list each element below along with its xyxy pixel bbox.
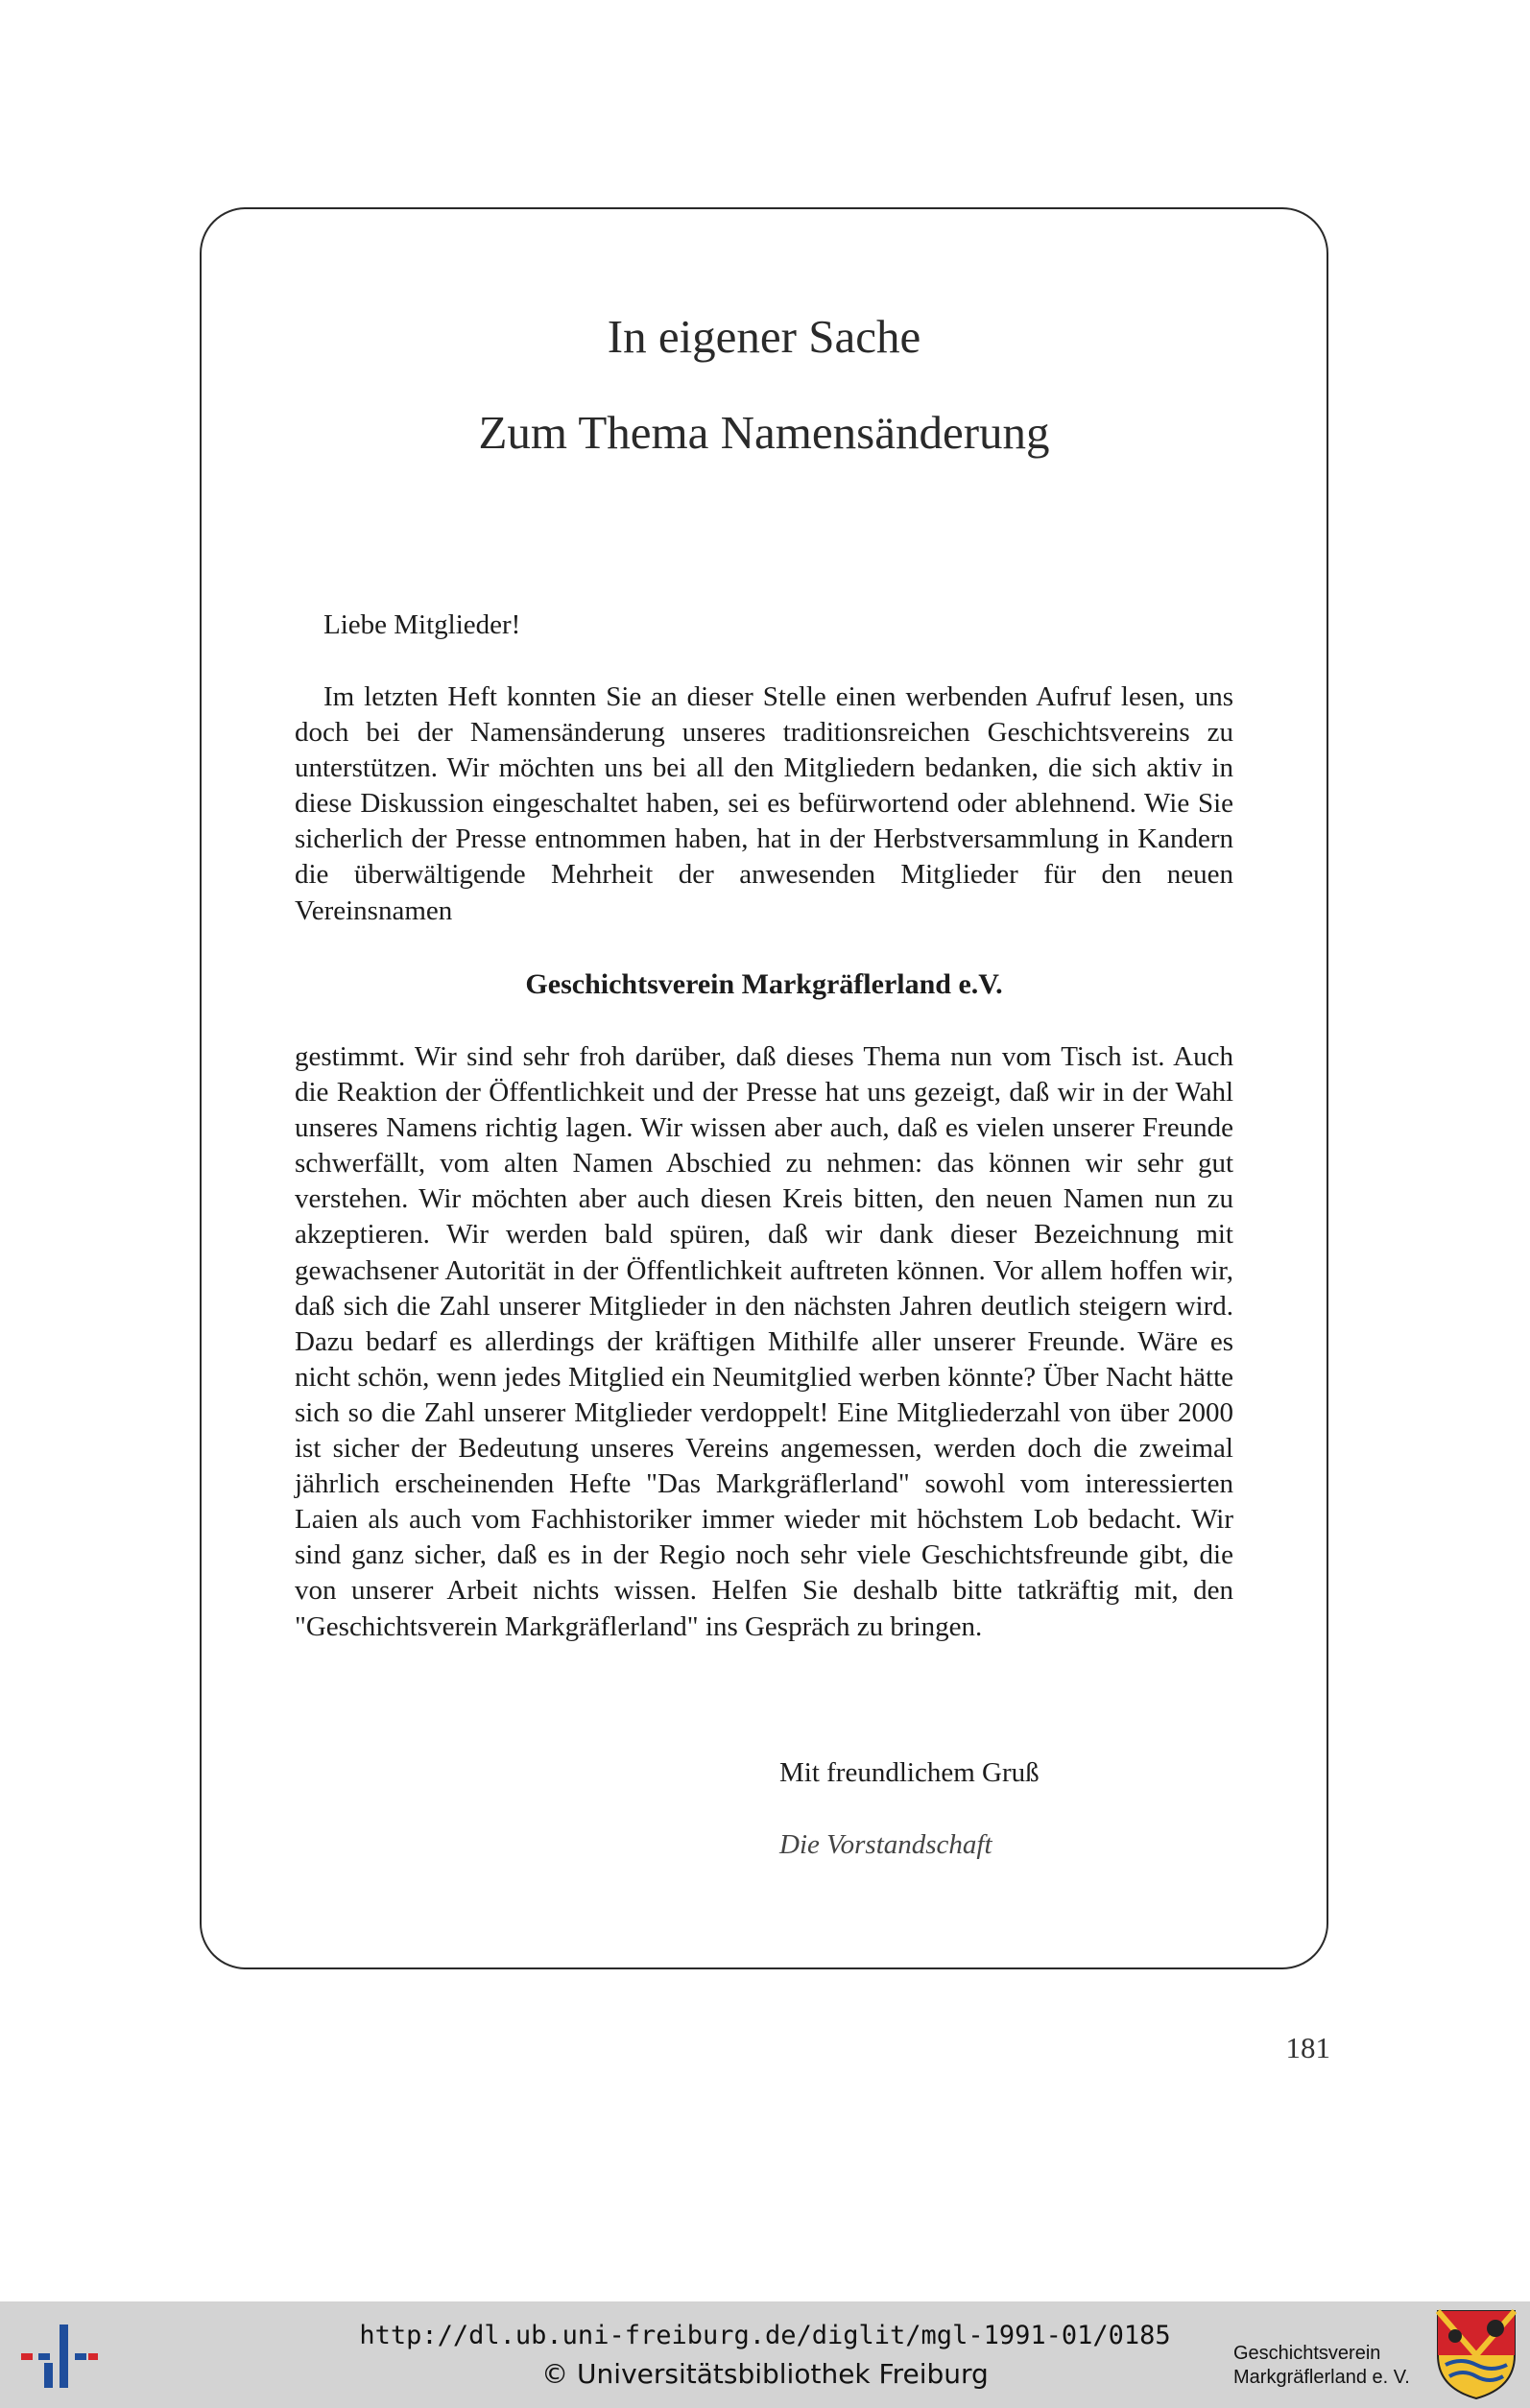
page-subtitle: Zum Thema Namensänderung xyxy=(478,406,1050,459)
page-number: 181 xyxy=(1285,2031,1330,2064)
org-name-line-2: Markgräflerland e. V. xyxy=(1233,2367,1410,2388)
closing-greeting: Mit freundlichem Gruß xyxy=(779,1757,1040,1788)
document-url-link[interactable]: http://dl.ub.uni-freiburg.de/diglit/mgl-1991-01/0185 xyxy=(359,2321,1171,2350)
coat-of-arms-icon xyxy=(1436,2309,1517,2400)
copyright-notice: © Universitätsbibliothek Freiburg xyxy=(541,2358,989,2390)
paragraph-1: Im letzten Heft konnten Sie an dieser Stelle einen werbenden Aufruf lesen, uns doch bei der Namensänderung unseres traditionsreichen Geschichtsvereins zu unterstützen. Wir möchten uns bei all den Mitgliedern bedanken, die sich aktiv in diese Diskussion eingeschaltet haben, sei es befürwortend oder ablehnend. Wie Sie sicherlich der Presse entnommen haben, hat in der Herbstversammlung in Kandern die überwältigende Mehrheit der anwesenden Mitglieder für den neuen Vereinsnamen xyxy=(295,681,1233,926)
page-title: In eigener Sache xyxy=(607,310,921,363)
org-name-line-1: Geschichtsverein xyxy=(1233,2343,1381,2364)
organization-name xyxy=(1233,2342,1410,2390)
signature: Die Vorstandschaft xyxy=(779,1829,992,1860)
paragraph-2: gestimmt. Wir sind sehr froh darüber, daß dieses Thema nun vom Tisch ist. Auch die Reaktion der Öffentlichkeit und der Presse hat uns gezeigt, daß wir in der Wahl unseres Namens richtig lagen. Wir wissen aber auch, daß es vielen unserer Freunde schwerfällt, vom alten Namen Abschied zu nehmen: das können wir sehr gut verstehen. Wir möchten aber auch diesen Kreis bitten, den neuen Namen nun zu akzeptieren. Wir werden bald spüren, daß wir dank dieser Bezeichnung mit gewachsener Autorität in der Öffentlichkeit auftreten können. Vor allem hoffen wir, daß sich die Zahl unserer Mitglieder in den nächsten Jahren deutlich steigern wird. Dazu bedarf es allerdings der kräftigen Mithilfe aller unserer Freunde. Wäre es nicht schön, wenn jedes Mitglied ein Neumitglied werben könnte? Über Nacht hätte sich so die Zahl unserer Mitglieder verdoppelt! Eine Mitgliederzahl von über 2000 ist sicher der Bedeutung unseres Vereins angemessen, werden doch die zweimal jährlich erscheinenden Hefte "Das Markgräflerland" sowohl vom interessierten Laien als auch vom Fachhistoriker immer wieder mit höchstem Lob bedacht. Wir sind ganz sicher, daß es in der Regio noch sehr viele Geschichtsfreunde gibt, die von unserer Arbeit nichts wissen. Helfen Sie deshalb bitte tatkräftig mit, den "Geschichtsverein Markgräflerland" ins Gespräch zu bringen. xyxy=(295,1041,1233,1642)
new-association-name: Geschichtsverein Markgräflerland e.V. xyxy=(525,968,1003,1000)
footer-bar xyxy=(0,2301,1530,2408)
salutation: Liebe Mitglieder! xyxy=(323,609,521,640)
